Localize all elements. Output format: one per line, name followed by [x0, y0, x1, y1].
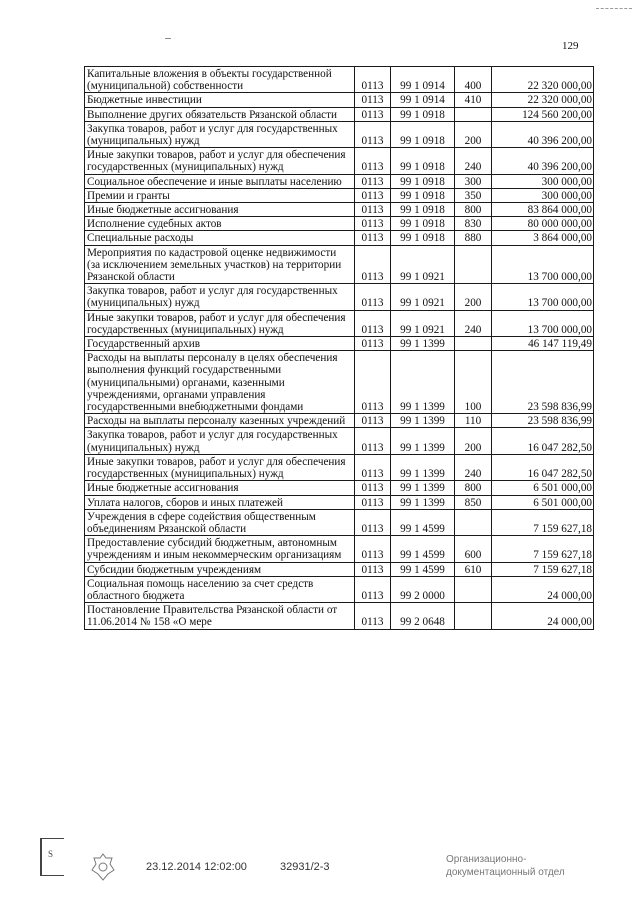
row-name: Постановление Правительства Рязанской области от 11.06.2014 № 158 «О мере [85, 603, 355, 629]
row-expense-type: 830 [455, 217, 492, 231]
row-expense-type: 350 [455, 188, 492, 202]
row-expense-type: 800 [455, 481, 492, 495]
row-amount: 80 000 000,00 [492, 217, 594, 231]
row-section-code: 0113 [355, 310, 391, 336]
row-section-code: 0113 [355, 603, 391, 629]
row-article-code: 99 1 4599 [391, 562, 455, 576]
row-name: Иные бюджетные ассигнования [85, 203, 355, 217]
row-article-code: 99 1 1399 [391, 351, 455, 414]
row-expense-type: 800 [455, 203, 492, 217]
row-expense-type [455, 337, 492, 351]
table-row [85, 495, 594, 509]
row-expense-type: 850 [455, 495, 492, 509]
row-name: Премии и гранты [85, 188, 355, 202]
row-amount: 23 598 836,99 [492, 414, 594, 428]
row-amount: 24 000,00 [492, 603, 594, 629]
row-expense-type: 240 [455, 148, 492, 174]
table-row [85, 536, 594, 562]
row-article-code: 99 1 0918 [391, 203, 455, 217]
row-name: Закупка товаров, работ и услуг для государственных (муниципальных) нужд [85, 428, 355, 454]
table-row [85, 337, 594, 351]
row-amount: 13 700 000,00 [492, 284, 594, 310]
row-name: Закупка товаров, работ и услуг для государственных (муниципальных) нужд [85, 121, 355, 147]
row-section-code: 0113 [355, 93, 391, 107]
row-name: Государственный архив [85, 337, 355, 351]
row-section-code: 0113 [355, 509, 391, 535]
footer-dept-line-2: документационный отдел [446, 867, 565, 878]
row-article-code: 99 1 0918 [391, 231, 455, 245]
row-expense-type: 200 [455, 428, 492, 454]
row-amount: 13 700 000,00 [492, 310, 594, 336]
row-name: Капитальные вложения в объекты государственной (муниципальной) собственности [85, 67, 355, 93]
row-name: Бюджетные инвестиции [85, 93, 355, 107]
row-section-code: 0113 [355, 107, 391, 121]
row-section-code: 0113 [355, 481, 391, 495]
stamp-mark: S [48, 849, 54, 859]
row-article-code: 99 1 0918 [391, 188, 455, 202]
footer-dept-line-1: Организационно- [446, 854, 527, 865]
page-number: 129 [562, 40, 579, 52]
table-row [85, 148, 594, 174]
table-row [85, 562, 594, 576]
row-section-code: 0113 [355, 231, 391, 245]
row-name: Мероприятия по кадастровой оценке недвижимости (за исключением земельных участков) на территории Рязанской области [85, 245, 355, 284]
row-name: Расходы на выплаты персоналу казенных учреждений [85, 414, 355, 428]
row-name: Выполнение других обязательств Рязанской области [85, 107, 355, 121]
row-expense-type: 880 [455, 231, 492, 245]
row-expense-type: 410 [455, 93, 492, 107]
row-amount: 7 159 627,18 [492, 562, 594, 576]
row-section-code: 0113 [355, 121, 391, 147]
row-amount: 16 047 282,50 [492, 428, 594, 454]
row-article-code: 99 1 4599 [391, 536, 455, 562]
row-section-code: 0113 [355, 174, 391, 188]
row-expense-type: 610 [455, 562, 492, 576]
row-amount: 16 047 282,50 [492, 454, 594, 480]
table-row [85, 576, 594, 602]
row-article-code: 99 1 0914 [391, 93, 455, 107]
row-article-code: 99 1 0918 [391, 107, 455, 121]
row-amount: 13 700 000,00 [492, 245, 594, 284]
row-section-code: 0113 [355, 351, 391, 414]
scan-stamp-bracket [40, 838, 64, 876]
row-section-code: 0113 [355, 454, 391, 480]
row-expense-type [455, 576, 492, 602]
table-row [85, 188, 594, 202]
table-row [85, 481, 594, 495]
row-expense-type: 200 [455, 284, 492, 310]
row-name: Социальное обеспечение и иные выплаты населению [85, 174, 355, 188]
row-amount: 46 147 119,49 [492, 337, 594, 351]
row-article-code: 99 1 0921 [391, 284, 455, 310]
table-row [85, 231, 594, 245]
row-section-code: 0113 [355, 148, 391, 174]
row-amount: 6 501 000,00 [492, 495, 594, 509]
row-expense-type: 300 [455, 174, 492, 188]
table-row [85, 284, 594, 310]
row-article-code: 99 1 0918 [391, 174, 455, 188]
table-row [85, 509, 594, 535]
scan-edge-mark [596, 8, 632, 9]
row-expense-type: 200 [455, 121, 492, 147]
row-article-code: 99 2 0000 [391, 576, 455, 602]
row-amount: 22 320 000,00 [492, 67, 594, 93]
row-article-code: 99 1 4599 [391, 509, 455, 535]
row-amount: 22 320 000,00 [492, 93, 594, 107]
row-section-code: 0113 [355, 203, 391, 217]
row-name: Исполнение судебных актов [85, 217, 355, 231]
row-article-code: 99 1 1399 [391, 481, 455, 495]
row-expense-type: 100 [455, 351, 492, 414]
row-article-code: 99 1 0921 [391, 310, 455, 336]
row-article-code: 99 1 0918 [391, 217, 455, 231]
table-row [85, 414, 594, 428]
row-article-code: 99 1 1399 [391, 414, 455, 428]
row-article-code: 99 1 1399 [391, 428, 455, 454]
row-amount: 300 000,00 [492, 174, 594, 188]
row-amount: 3 864 000,00 [492, 231, 594, 245]
table-row [85, 603, 594, 629]
row-name: Иные закупки товаров, работ и услуг для обеспечения государственных (муниципальных) нужд [85, 454, 355, 480]
row-section-code: 0113 [355, 576, 391, 602]
row-name: Социальная помощь населению за счет средств областного бюджета [85, 576, 355, 602]
row-amount: 7 159 627,18 [492, 509, 594, 535]
row-section-code: 0113 [355, 337, 391, 351]
row-expense-type [455, 245, 492, 284]
row-section-code: 0113 [355, 245, 391, 284]
row-article-code: 99 1 0921 [391, 245, 455, 284]
row-name: Иные закупки товаров, работ и услуг для обеспечения государственных (муниципальных) нужд [85, 310, 355, 336]
row-amount: 40 396 200,00 [492, 121, 594, 147]
footer-timestamp: 23.12.2014 12:02:00 [146, 861, 247, 873]
row-amount: 40 396 200,00 [492, 148, 594, 174]
row-amount: 83 864 000,00 [492, 203, 594, 217]
row-expense-type: 240 [455, 454, 492, 480]
table-row [85, 428, 594, 454]
row-section-code: 0113 [355, 495, 391, 509]
row-section-code: 0113 [355, 284, 391, 310]
table-row [85, 121, 594, 147]
row-section-code: 0113 [355, 188, 391, 202]
footer-doc-number: 32931/2-3 [280, 861, 330, 873]
row-expense-type [455, 107, 492, 121]
row-article-code: 99 1 1399 [391, 495, 455, 509]
row-expense-type: 400 [455, 67, 492, 93]
table-row [85, 454, 594, 480]
row-article-code: 99 1 1399 [391, 454, 455, 480]
row-name: Уплата налогов, сборов и иных платежей [85, 495, 355, 509]
row-name: Специальные расходы [85, 231, 355, 245]
scan-speck [165, 38, 171, 39]
row-name: Иные бюджетные ассигнования [85, 481, 355, 495]
row-expense-type: 110 [455, 414, 492, 428]
row-name: Иные закупки товаров, работ и услуг для обеспечения государственных (муниципальных) нужд [85, 148, 355, 174]
row-name: Субсидии бюджетным учреждениям [85, 562, 355, 576]
table-row [85, 67, 594, 93]
table-row [85, 93, 594, 107]
row-expense-type: 240 [455, 310, 492, 336]
table-row [85, 107, 594, 121]
table-row [85, 174, 594, 188]
row-section-code: 0113 [355, 217, 391, 231]
row-amount: 124 560 200,00 [492, 107, 594, 121]
row-amount: 300 000,00 [492, 188, 594, 202]
table-row [85, 217, 594, 231]
coat-of-arms-icon [90, 852, 116, 882]
table-row [85, 351, 594, 414]
row-expense-type [455, 509, 492, 535]
budget-table-body [85, 67, 594, 630]
row-section-code: 0113 [355, 536, 391, 562]
row-amount: 23 598 836,99 [492, 351, 594, 414]
table-row [85, 203, 594, 217]
row-expense-type: 600 [455, 536, 492, 562]
budget-table [84, 66, 594, 630]
row-section-code: 0113 [355, 562, 391, 576]
row-section-code: 0113 [355, 67, 391, 93]
row-article-code: 99 1 0914 [391, 67, 455, 93]
row-name: Закупка товаров, работ и услуг для государственных (муниципальных) нужд [85, 284, 355, 310]
row-name: Предоставление субсидий бюджетным, автономным учреждениям и иным некоммерческим организациям [85, 536, 355, 562]
row-article-code: 99 1 1399 [391, 337, 455, 351]
row-section-code: 0113 [355, 414, 391, 428]
row-amount: 24 000,00 [492, 576, 594, 602]
row-amount: 6 501 000,00 [492, 481, 594, 495]
row-article-code: 99 2 0648 [391, 603, 455, 629]
footer-department [446, 853, 565, 879]
row-name: Расходы на выплаты персоналу в целях обеспечения выполнения функций государственными (муниципальными) органами, казенными учреждениями, органами управления государственными внебюджетными фондами [85, 351, 355, 414]
table-row [85, 245, 594, 284]
row-article-code: 99 1 0918 [391, 121, 455, 147]
row-name: Учреждения в сфере содействия общественным объединениям Рязанской области [85, 509, 355, 535]
row-section-code: 0113 [355, 428, 391, 454]
row-article-code: 99 1 0918 [391, 148, 455, 174]
row-expense-type [455, 603, 492, 629]
table-row [85, 310, 594, 336]
row-amount: 7 159 627,18 [492, 536, 594, 562]
